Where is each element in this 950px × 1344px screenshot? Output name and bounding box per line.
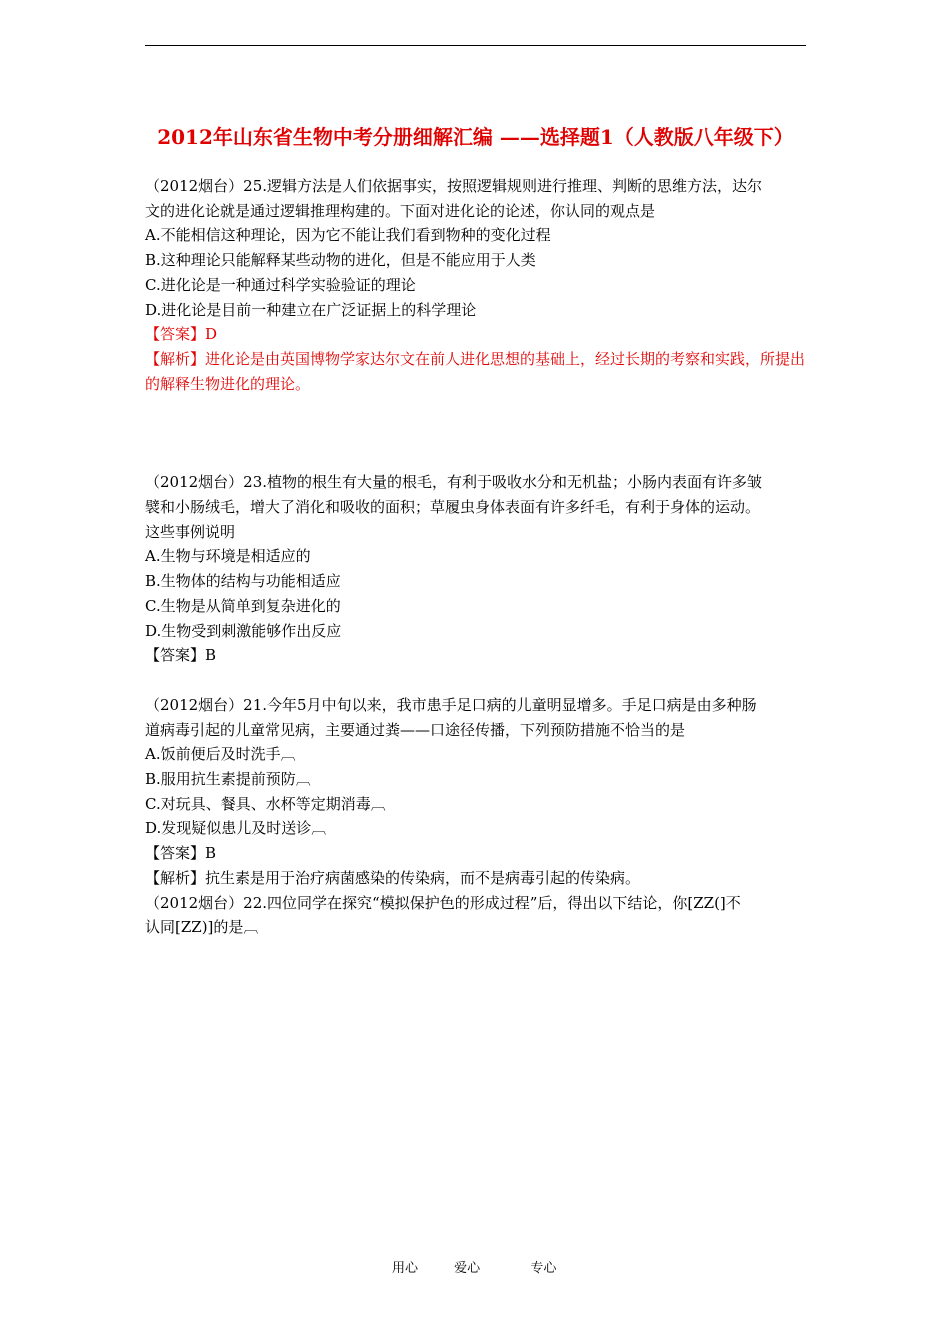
analysis-line: 【解析】进化论是由英国博物学家达尔文在前人进化思想的基础上，经过长期的考察和实践，所提出的解释生物进化的理论。 xyxy=(145,349,806,393)
answer-line: 【答案】B xyxy=(145,844,217,863)
page-title: 2012年山东省生物中考分册细解汇编 ——选择题1（人教版八年级下） xyxy=(157,125,794,149)
question-stem-line: （2012烟台）21.今年5月中旬以来，我市患手足口病的儿童明显增多。手足口病是由多种肠 xyxy=(145,695,757,714)
option-b: B.这种理论只能解释某些动物的进化，但是不能应用于人类 xyxy=(145,251,536,270)
option-c: C.对玩具、餐具、水杯等定期消毒︹ xyxy=(145,794,386,813)
spacer xyxy=(145,668,810,693)
question-stem-line: （2012烟台）22.四位同学在探究“模拟保护色的形成过程”后，得出以下结论，你[ZZ(]不 xyxy=(145,893,741,912)
question-21 xyxy=(145,693,810,891)
question-stem-line: 文的进化论就是通过逻辑推理构建的。下面对进化论的论述，你认同的观点是 xyxy=(145,201,656,220)
footer-text: 爱心 xyxy=(454,1261,481,1276)
option-d: D.进化论是目前一种建立在广泛证据上的科学理论 xyxy=(145,300,477,319)
option-d: D.生物受到刺激能够作出反应 xyxy=(145,621,342,640)
analysis-line: 【解析】抗生素是用于治疗病菌感染的传染病，而不是病毒引起的传染病。 xyxy=(145,868,641,887)
option-c: C.进化论是一种通过科学实验验证的理论 xyxy=(145,275,416,294)
option-a: A.不能相信这种理论，因为它不能让我们看到物种的变化过程 xyxy=(145,226,551,245)
option-d: D.发现疑似患儿及时送诊︹ xyxy=(145,819,327,838)
header-rule xyxy=(145,45,806,46)
option-a: A.生物与环境是相适应的 xyxy=(145,547,311,566)
answer-line: 【答案】B xyxy=(145,646,217,665)
question-stem-line: 道病毒引起的儿童常见病，主要通过粪——口途径传播，下列预防措施不恰当的是 xyxy=(145,720,686,739)
question-stem-line: （2012烟台）25.逻辑方法是人们依据事实，按照逻辑规则进行推理、判断的思维方法，达尔 xyxy=(145,177,763,195)
question-stem-line: 这些事例说明 xyxy=(145,522,236,541)
spacer xyxy=(145,396,810,470)
question-25 xyxy=(145,174,810,396)
page-footer xyxy=(392,1257,556,1276)
option-b: B.服用抗生素提前预防︹ xyxy=(145,770,311,789)
option-c: C.生物是从简单到复杂进化的 xyxy=(145,596,341,615)
document-body xyxy=(145,174,810,940)
footer-text: 用心 xyxy=(392,1261,419,1276)
answer-line: 【答案】D xyxy=(145,325,218,344)
question-stem-line: 认同[ZZ)]的是︹ xyxy=(145,918,259,937)
option-b: B.生物体的结构与功能相适应 xyxy=(145,572,341,591)
question-stem-line: 襞和小肠绒毛，增大了消化和吸收的面积；草履虫身体表面有许多纤毛，有利于身体的运动。 xyxy=(145,498,761,517)
footer-text: 专心 xyxy=(530,1261,557,1276)
question-stem-line: （2012烟台）23.植物的根生有大量的根毛，有利于吸收水分和无机盐；小肠内表面有许多皱 xyxy=(145,473,763,492)
question-23 xyxy=(145,470,810,668)
question-22 xyxy=(145,891,810,940)
option-a: A.饭前便后及时洗手︹ xyxy=(145,745,296,764)
